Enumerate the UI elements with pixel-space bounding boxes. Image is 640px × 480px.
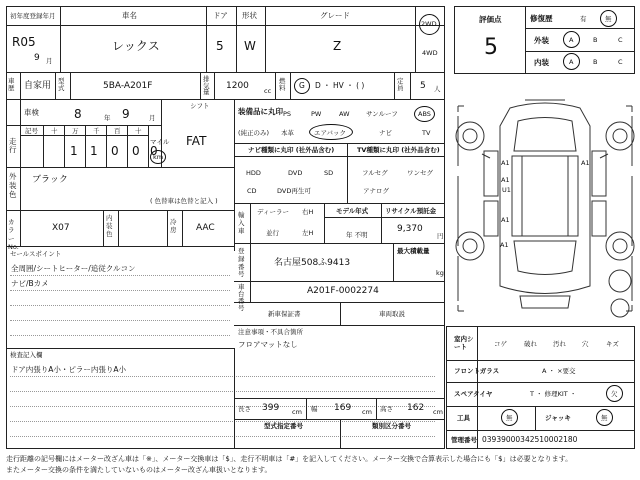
width-label: 幅 (311, 405, 318, 413)
navi-sd: SD (324, 169, 334, 177)
repair-history-label: 修復歴 (530, 14, 553, 23)
diagram-mark: A1 (581, 159, 590, 167)
model-value: 5BA-A201F (103, 81, 153, 91)
height-unit: cm (433, 408, 443, 416)
usage-label: 車歴 (8, 77, 15, 92)
mileage-digit: 0 (111, 144, 119, 158)
management-label: 管理番号 (451, 436, 477, 444)
cc-unit: cc (264, 87, 272, 95)
registration-value: 名古屋508ふ9413 (274, 258, 351, 268)
front-glass-label: フロントガラス (454, 367, 500, 375)
mileage-digit: 1 (90, 144, 98, 158)
tools-label: 工具 (457, 414, 470, 422)
spare-tire-selected: 欠 (611, 390, 618, 398)
equip-leather: 本革 (281, 129, 294, 137)
import-right: 右H (302, 208, 314, 216)
tv-oneseg: ワンセグ (407, 169, 433, 177)
model-year-value: 年 不明 (346, 231, 368, 239)
mileage-col-hyaku: 百 (114, 127, 121, 135)
mileage-unit-km: km (153, 153, 164, 161)
exterior-color-note: ( 色替車は色替と記入 ) (150, 197, 218, 205)
interior-a: A (569, 58, 574, 66)
import-parallel: 並行 (266, 229, 279, 237)
navi-dvd-play: DVD再生可 (277, 187, 311, 195)
inspector-line1: ドア内張りA小・ピラー内張りA小 (11, 365, 127, 374)
mileage-col-10man: 十 (51, 127, 58, 135)
equip-ps: PS (283, 110, 292, 118)
inspector-label: 検査記入欄 (10, 351, 43, 359)
reg-month-value: 9 (34, 53, 40, 63)
chassis-value: A201F-0002274 (307, 286, 379, 296)
diagram-mark: U1 (502, 186, 511, 194)
drive-4wd-label: 4WD (422, 49, 438, 57)
spare-tire-options: T ・ 修理KIT ・ (530, 390, 577, 398)
chassis-label: 車台番号 (238, 283, 245, 313)
mileage-col-sen: 千 (93, 127, 100, 135)
height-value: 162 (407, 403, 425, 413)
notes-label: 注意事項・不具合箇所 (238, 328, 303, 336)
seat-burn: コゲ (494, 340, 507, 348)
jack-label: ジャッキ (545, 414, 571, 422)
footer-note-1: 走行距離の記号欄にはメーター改ざん車は「※」、メーター交換車は「$」、走行不明車は「#」を記入してください。メーター交換で合算表示した場合にも「$」は必要となります。 (6, 455, 573, 463)
length-label: 長さ (238, 405, 251, 413)
exterior-grade-label: 外装 (534, 36, 549, 45)
score-value: 5 (484, 35, 498, 60)
docs-warranty: 新車保証書 (268, 310, 301, 318)
max-load-label: 最大積載量 (397, 247, 430, 255)
yen-unit: 円 (437, 232, 444, 240)
capacity-value: 5 (420, 81, 426, 91)
car-diagram (450, 96, 640, 324)
equip-navi: ナビ (379, 129, 392, 137)
notes-line1: フロアマットなし (238, 340, 298, 349)
seat-hole: 穴 (582, 340, 589, 348)
shift-label: シフト (190, 102, 210, 110)
interior-color-label: 内装色 (106, 214, 113, 238)
exterior-color-value: ブラック (32, 175, 68, 185)
height-label: 高さ (380, 405, 393, 413)
tv-analog: アナログ (363, 187, 389, 195)
fuel-label: 燃料 (279, 77, 286, 92)
import-left: 左H (302, 229, 314, 237)
exterior-b: B (593, 36, 598, 44)
mileage-digit: 0 (150, 144, 158, 158)
displacement-label: 排気量 (203, 75, 210, 96)
shaken-month-unit: 月 (149, 114, 156, 122)
tv-title: TV種類に丸印 (社外品含む) (357, 146, 440, 154)
fuel-g: G (299, 81, 305, 90)
diagram-mark: A1 (501, 159, 510, 167)
shaken-month: 9 (122, 107, 130, 121)
diagram-mark: A1 (501, 216, 510, 224)
width-unit: cm (362, 408, 372, 416)
management-value: 0393900034251000218​0 (482, 435, 578, 444)
jack-selected: 無 (601, 414, 608, 422)
front-glass-options: A ・ ×要交 (542, 367, 576, 375)
class-number-label: 類別区分番号 (372, 422, 411, 430)
color-no-label: カラーNo. (8, 218, 19, 252)
footer-note-2: またメーター交換の条件を満たしていないものはメーター改ざん車扱いとなります。 (6, 466, 272, 474)
door-label: ドア (213, 11, 228, 20)
shape-label: 形状 (242, 11, 257, 20)
shaken-year: 8 (74, 107, 82, 121)
repair-no: 無 (605, 15, 612, 23)
score-label: 評価点 (479, 15, 502, 24)
car-name-label: 車名 (122, 11, 137, 20)
interior-c: C (618, 58, 623, 66)
grade-label: グレード (320, 11, 350, 20)
usage-value: 自家用 (24, 81, 52, 91)
repair-yes: 有 (580, 15, 587, 23)
doors-value: 5 (216, 39, 224, 53)
capacity-label: 定員 (397, 77, 404, 92)
equipment-title: 装備品に丸印 (238, 107, 283, 116)
navi-title: ナビ種類に丸印 (社外品含む) (248, 146, 335, 154)
ac-label: 冷房 (170, 218, 177, 234)
ac-value: AAC (196, 223, 215, 233)
mileage-col-man: 万 (72, 127, 79, 135)
mileage-col-symbol: 記号 (25, 127, 38, 135)
model-label: 型式 (58, 77, 65, 92)
color-no-value: X07 (52, 223, 70, 233)
seat-tear: 破れ (524, 340, 537, 348)
mileage-col-juu: 十 (135, 127, 142, 135)
tv-fullseg: フルセグ (362, 169, 388, 177)
shape-value: W (244, 39, 256, 53)
length-unit: cm (292, 408, 302, 416)
docs-manual: 車両取説 (379, 310, 405, 318)
exterior-a: A (569, 36, 574, 44)
equip-aw: AW (339, 110, 350, 118)
capacity-unit: 人 (434, 85, 441, 93)
drive-2wd-label: 2WD (421, 20, 437, 28)
registration-label: 登録番号 (238, 247, 245, 279)
fuel-options: D ・ HV ・ ( ) (315, 81, 365, 90)
reg-year-label: 初年度登録年月 (10, 12, 56, 20)
width-value: 169 (334, 403, 352, 413)
equip-airbag: エアバック (314, 129, 346, 137)
seat-dirt: 汚れ (553, 340, 566, 348)
sales-point-line2: ナビ/Bカメ (11, 279, 49, 288)
shaken-year-unit: 年 (104, 114, 111, 122)
mileage-digit: 1 (70, 144, 78, 158)
interior-b: B (593, 58, 598, 66)
exterior-color-label: 外装色 (9, 172, 17, 199)
type-number-label: 型式指定番号 (264, 422, 303, 430)
seat-scratch: キズ (606, 340, 619, 348)
recycle-value: 9,370 (397, 224, 423, 234)
recycle-label: リサイクル預託金 (385, 207, 437, 215)
model-year-label: モデル年式 (336, 207, 369, 215)
equip-abs: ABS (418, 110, 431, 118)
equip-pw: PW (311, 110, 322, 118)
reg-year-value: R05 (12, 35, 36, 49)
kg-unit: kg (436, 269, 444, 277)
navi-hdd: HDD (246, 169, 261, 177)
shaken-label: 車検 (24, 108, 39, 117)
diagram-mark: A1 (501, 176, 510, 184)
navi-dvd: DVD (288, 169, 303, 177)
spare-tire-label: スペアタイヤ (454, 390, 493, 398)
interior-grade-label: 内装 (534, 58, 549, 67)
tools-selected: 無 (506, 414, 513, 422)
equip-sunroof: サンルーフ (366, 110, 398, 118)
grade-value: Z (333, 39, 342, 53)
exterior-c: C (618, 36, 623, 44)
reg-month-unit: 月 (46, 57, 53, 65)
sales-point-label: セールスポイント (10, 250, 62, 258)
length-value: 399 (262, 403, 280, 413)
navi-cd: CD (247, 187, 257, 195)
equip-tv: TV (422, 129, 431, 137)
mileage-unit-mile: マイル (150, 138, 170, 146)
import-dealer: ディーラー (257, 208, 289, 216)
import-label: 輸入車 (238, 211, 245, 235)
shift-value: FAT (186, 134, 207, 148)
interior-seat-label: 室内シート (454, 335, 474, 352)
displacement-value: 1200 (226, 81, 249, 91)
mileage-label: 走行 (9, 137, 17, 154)
diagram-mark: A1 (500, 241, 509, 249)
car-name-value: レックス (112, 39, 160, 53)
mileage-digit: 0 (132, 144, 140, 158)
equipment-subtitle: (純正のみ) (238, 129, 270, 137)
sales-point-line1: 全周囲/シートヒーター/追従クルコン (11, 264, 136, 273)
